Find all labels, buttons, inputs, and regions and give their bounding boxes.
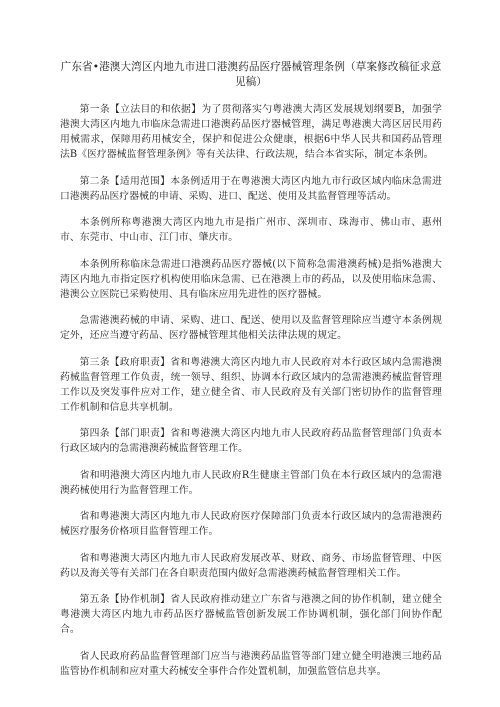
article-3-paragraph: 第三条【政府职责】省和粤港澳大湾区内地九市人民政府对本行政区域内急需港澳药械监督管理工作负责，统一领导、组织、协调本行政区域内的急需港澳药械监督管理工作以及突发事件应对工作，建立健全省、市人民政府及有关部门密切协作的监督管理工作机制和信息共享机制。 bbox=[60, 356, 442, 413]
medical-insurance-paragraph: 省和粤港澳大湾区内地九市人民政府医疗保障部门负责本行政区域内的急需港澳药械医疗服务价格项目监督管理工作。 bbox=[60, 511, 442, 537]
article-4-paragraph: 第四条【部门职责】省和粤港澳大湾区内地九市人民政府药品监督管理部门负责本行政区域内的急需港澳药械监督管理工作。 bbox=[60, 428, 442, 454]
article-5-paragraph: 第五条【协作机制】省人民政府推动建立广东省与港澳之间的协作机制，建立健全粤港澳大湾区内地九市药品医疗器械监管创新发展工作协调机制，强化部门间协作配合。 bbox=[60, 594, 442, 635]
nine-cities-paragraph: 本条例所称粤港澳大湾区内地九市是指广州市、深圳市、珠海市、佛山市、惠州市、东莞市、中山市、江门市、肇庆市。 bbox=[60, 217, 442, 243]
article-2-paragraph: 第二条【适用范围】本条例适用于在粤港澳大湾区内地九市行政区域内临床急需进口港澳药品医疗器械的申请、采购、进口、配送、使用及其监督管理等活动。 bbox=[60, 175, 442, 202]
regulatory-cooperation-paragraph: 省人民政府药品监督管理部门应当与港澳药品监管等部门建立健全明港澳三地药品监管协作机制和应对重大药械安全事件合作处置机制，加强监管信息共享。 bbox=[60, 650, 442, 677]
health-dept-paragraph: 省和明港澳大湾区内地九市人民政府R生健康主管部门负在本行政区域内的急需港澳药械使用行为监督管理工作。 bbox=[60, 469, 442, 496]
other-departments-paragraph: 省和粤港澳大湾区内地九市人民政府发展改革、财政、商务、市场监督管理、中医药以及海关等有关部门在各自职责范围内做好急需港澳药械监督管理相关工作。 bbox=[60, 552, 442, 579]
document-page bbox=[60, 60, 442, 700]
document-title: 广东省•港澳大湾区内地九市进口港澳药品医疗器械管理条例（草案修改稿征求意见稿） bbox=[60, 61, 442, 88]
compliance-paragraph: 急需港澳药械的申请、采购、进口、配送、使用以及监督管理除应当遵守本条例规定外，还应当遵守药品、医疗器械管理其他相关法律法规的规定。 bbox=[60, 315, 442, 341]
definition-paragraph: 本条例所称临床急需进口港澳药品医疗器械(以下简称急需港澳药械)是指%港澳大湾区内地九市指定医疗机构使用临床急需、已在港澳上市的药品，以及使用临床急需、港澳公立医院已采购使用、具有临床应用先进性的医疗器械。 bbox=[60, 258, 442, 300]
article-1-paragraph: 第一条【立法目的和依据】为了贯彻落实勺粤港澳大湾区发展规划纲要B，加强学港澳大湾区内地九市临床急需进口港澳药品医疗器械管理，满足粤港澳大湾区居民用药用械需求，保障用药用械安全，保护和促进公众健康，根据6中华人民共和国药品管理法B《医疗器械监督管理条例》等有关法律、行政法规，结合本省实际，制定本条例。 bbox=[60, 104, 442, 160]
